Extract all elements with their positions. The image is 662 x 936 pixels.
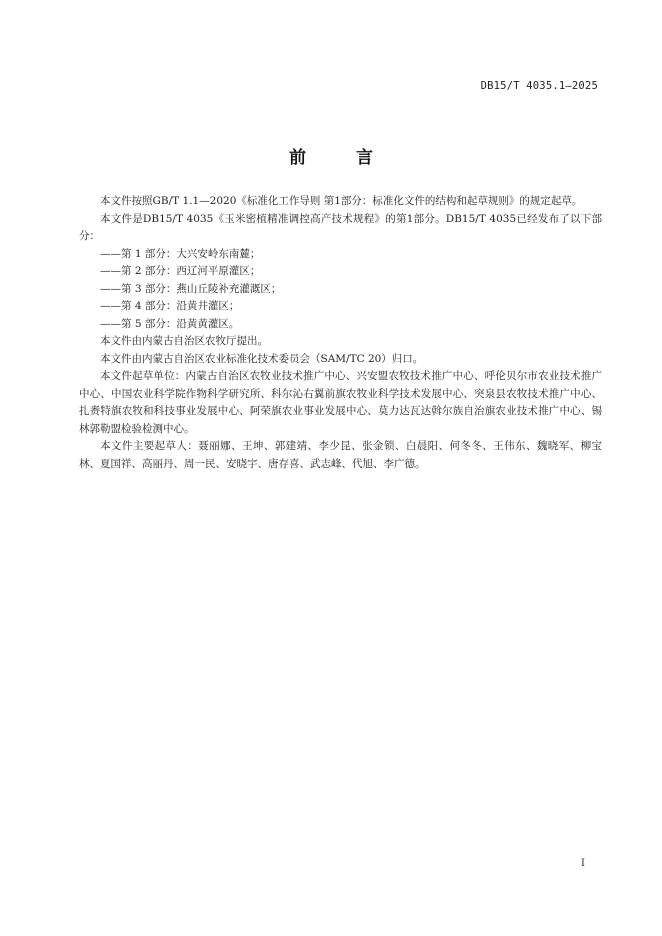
list-item: ——第 3 部分：燕山丘陵补充灌溉区；: [100, 282, 282, 295]
paragraph-drafters: 本文件主要起草人：聂丽娜、王坤、郭建靖、李少昆、张金锁、白晨阳、何冬冬、王伟东、魏晓军、柳宝林、夏国祥、高丽丹、周一民、安晓宇、唐存喜、武志峰、代旭、李广德。: [79, 440, 602, 470]
paragraph-drafting-units: 本文件起草单位：内蒙古自治区农牧业技术推广中心、兴安盟农牧技术推广中心、呼伦贝尔市农业技术推广中心、中国农业科学院作物科学研究所、科尔沁右翼前旗农牧业科学技术发展中心、突泉县农牧技术推广中心、扎赉特旗农牧和科技事业发展中心、阿荣旗农业事业发展中心、莫力达瓦达斡尔族自治旗农业技术推广中心、锡林郭勒盟检验检测中心。: [79, 370, 602, 435]
list-item: ——第 4 部分：沿黄井灌区；: [100, 300, 240, 312]
document-code: DB15/T 4035.1—2025: [480, 80, 598, 92]
paragraph-drafting-rules: 本文件按照GB/T 1.1—2020《标准化工作导则 第1部分：标准化文件的结构和起草规则》的规定起草。: [100, 195, 583, 207]
list-item: ——第 5 部分：沿黄黄灌区。: [100, 317, 240, 330]
list-item: ——第 2 部分：西辽河平原灌区；: [100, 265, 261, 277]
paragraph-committee: 本文件由内蒙古自治区农业标准化技术委员会（SAM/TC 20）归口。: [100, 352, 424, 365]
page-title: 前 言: [289, 148, 395, 168]
foreword-body: [79, 193, 602, 473]
list-item: ——第 1 部分：大兴安岭东南麓；: [100, 247, 261, 260]
paragraph-series-intro: 本文件是DB15/T 4035《玉米密植精准调控高产技术规程》的第1部分。DB15/T 4035已经发布了以下部分：: [79, 212, 602, 242]
paragraph-proposer: 本文件由内蒙古自治区农牧厅提出。: [100, 335, 268, 347]
page-number: I: [581, 858, 585, 869]
